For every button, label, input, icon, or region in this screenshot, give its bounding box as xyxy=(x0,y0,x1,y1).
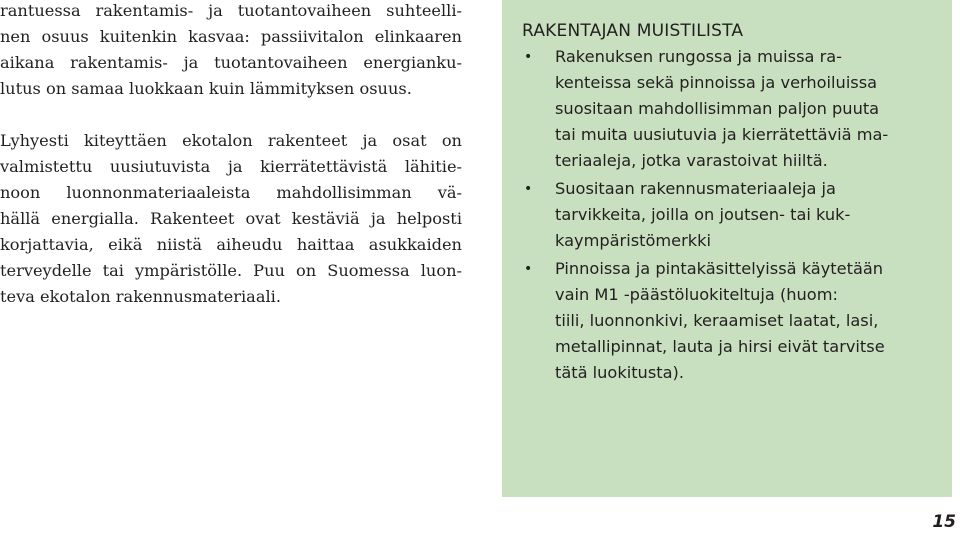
list-item-line: Pinnoissa ja pintakäsittelyissä käytetään xyxy=(555,259,884,278)
list-item-line: suositaan mahdollisimman paljon puuta xyxy=(555,99,880,118)
paragraph-1 xyxy=(0,0,462,102)
list-item xyxy=(522,176,937,254)
bullet-icon: • xyxy=(524,49,533,65)
text-line: teva ekotalon rakennusmateriaali. xyxy=(0,287,281,306)
list-item-line: Rakenuksen rungossa ja muissa ra- xyxy=(555,47,842,66)
text-line: aikana rakentamis- ja tuotantovaiheen energianku- xyxy=(0,53,462,72)
list-item-line: tiili, luonnonkivi, keraamiset laatat, lasi, xyxy=(555,311,879,330)
checklist xyxy=(522,44,937,386)
list-item-line: metallipinnat, lauta ja hirsi eivät tarvitse xyxy=(555,337,885,356)
page-number: 15 xyxy=(932,512,956,532)
list-item-line: kenteissa sekä pinnoissa ja verhoiluissa xyxy=(555,73,878,92)
checklist-sidebar xyxy=(502,0,952,497)
text-line: nen osuus kuitenkin kasvaa: passiivitalon elinkaaren xyxy=(0,27,462,46)
sidebar-heading: RAKENTAJAN MUISTILISTA xyxy=(522,21,744,41)
text-line: rantuessa rakentamis- ja tuotantovaiheen suhteelli- xyxy=(0,1,462,20)
text-line: lutus on samaa luokkaan kuin lämmityksen osuus. xyxy=(0,79,412,98)
text-line: korjattavia, eikä niistä aiheudu haittaa asukkaiden xyxy=(0,235,462,254)
text-line: Lyhyesti kiteyttäen ekotalon rakenteet ja osat on xyxy=(0,131,462,150)
text-line: noon luonnonmateriaaleista mahdollisimman vä- xyxy=(0,183,462,202)
text-line: hällä energialla. Rakenteet ovat kestäviä ja helposti xyxy=(0,209,462,228)
list-item-line: tarvikkeita, joilla on joutsen- tai kuk- xyxy=(555,205,851,224)
paragraph-2 xyxy=(0,128,462,310)
list-item-line: teriaaleja, jotka varastoivat hiiltä. xyxy=(555,151,828,170)
sidebar-content xyxy=(522,18,937,386)
list-item xyxy=(522,256,937,386)
list-item-line: tätä luokitusta). xyxy=(555,363,684,382)
bullet-icon: • xyxy=(524,261,533,277)
text-line: terveydelle tai ympäristölle. Puu on Suomessa luon- xyxy=(0,261,462,280)
list-item-line: Suositaan rakennusmateriaaleja ja xyxy=(555,179,836,198)
list-item xyxy=(522,44,937,174)
list-item-line: tai muita uusiutuvia ja kierrätettäviä ma- xyxy=(555,125,889,144)
list-item-line: kaympäristömerkki xyxy=(555,231,712,250)
text-line: valmistettu uusiutuvista ja kierrätettävistä lähitie- xyxy=(0,157,462,176)
list-item-line: vain M1 -päästöluokiteltuja (huom: xyxy=(555,285,838,304)
bullet-icon: • xyxy=(524,181,533,197)
